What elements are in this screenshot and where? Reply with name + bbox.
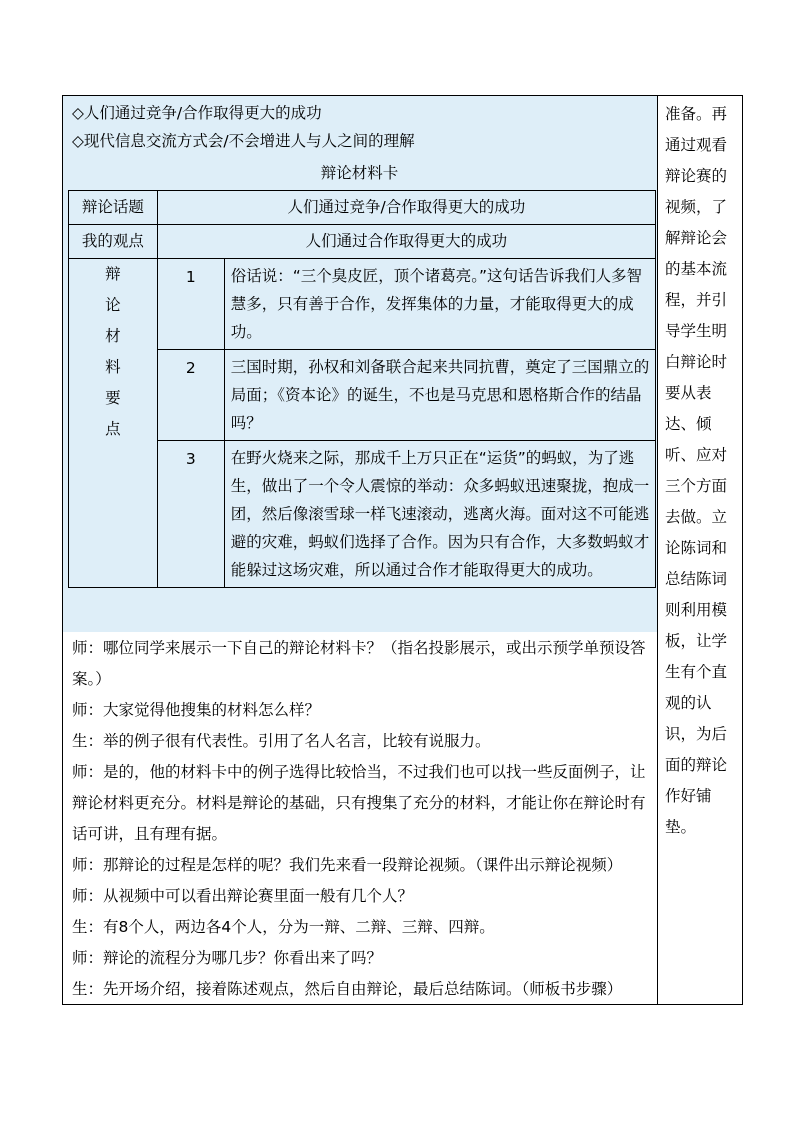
design-note-line: 辩论赛的: [665, 167, 728, 185]
design-note-line: 板，让学: [665, 632, 728, 650]
design-note-line: 去做。立: [665, 508, 728, 526]
design-note-line: 白辩论时: [665, 353, 728, 371]
design-note-line: 准备。再: [665, 105, 728, 123]
dialog-line: 师：那辩论的过程是怎样的呢？我们先来看一段辩论视频。（课件出示辩论视频）: [72, 856, 623, 874]
point-number: 2: [157, 350, 224, 441]
design-note-line: 面的辩论: [665, 756, 728, 774]
design-note-line: 视频，了: [665, 198, 728, 216]
topic-value: 人们通过竞争/合作取得更大的成功: [157, 191, 655, 225]
design-note-line: 总结陈词: [665, 570, 728, 588]
table-row: [69, 350, 656, 441]
topic-option: ◇人们通过竞争/合作取得更大的成功: [72, 104, 322, 122]
dialog-line: 师：辩论的流程分为哪几步？你看出来了吗？: [72, 949, 383, 967]
design-note-line: 达、倾: [665, 415, 712, 433]
point-text: 俗话说：“三个臭皮匠，顶个诸葛亮。”这句话告诉我们人多智慧多，只有善于合作，发挥集体的力量，才能取得更大的成功。: [224, 259, 655, 350]
point-number: 3: [157, 441, 224, 588]
lesson-page: [62, 95, 743, 1005]
points-label-char: 点: [105, 420, 121, 438]
design-notes-column: [658, 95, 743, 843]
main-column: [62, 95, 657, 998]
points-label-char: 论: [105, 296, 121, 314]
design-note-line: 作好铺: [665, 787, 712, 805]
design-note-line: 垫。: [665, 818, 697, 836]
point-text: 在野火烧来之际，那成千上万只正在“运货”的蚂蚁，为了逃生，做出了一个令人震惊的举动：众多蚂蚁迅速聚拢，抱成一团，然后像滚雪球一样飞速滚动，逃离火海。面对这不可能逃避的灾难，蚂蚁们选择了合作。因为只有合作，大多数蚂蚁才能躲过这场灾难，所以通过合作才能取得更大的成功。: [224, 441, 655, 588]
dialog-line: 师：是的，他的材料卡中的例子选得比较恰当，不过我们也可以找一些反面例子，让辩论材料更充分。材料是辩论的基础，只有搜集了充分的材料，才能让你在辩论时有话可讲，且有理有据。: [72, 763, 646, 843]
table-row: [69, 191, 656, 225]
design-note-line: 要从表: [665, 384, 712, 402]
design-note-line: 观的认: [665, 694, 712, 712]
point-number: 1: [157, 259, 224, 350]
card-title: 辩论材料卡: [320, 164, 399, 182]
design-note-line: 则利用模: [665, 601, 728, 619]
classroom-dialog: [72, 633, 652, 1005]
design-note-line: 通过观看: [665, 136, 728, 154]
design-note-line: 解辩论会: [665, 229, 728, 247]
design-note-line: 三个方面: [665, 477, 728, 495]
table-row: [69, 259, 656, 350]
dialog-line: 师：哪位同学来展示一下自己的辩论材料卡？（指名投影展示，或出示预学单预设答案。）: [72, 639, 646, 688]
points-label-char: 材: [105, 327, 121, 345]
debate-material-card: [68, 190, 656, 588]
point-text: 三国时期，孙权和刘备联合起来共同抗曹，奠定了三国鼎立的局面；《资本论》的诞生，不也是马克思和恩格斯合作的结晶吗？: [224, 350, 655, 441]
points-label-char: 料: [105, 358, 121, 376]
dialog-line: 生：先开场介绍，接着陈述观点，然后自由辩论，最后总结陈词。（师板书步骤）: [72, 980, 623, 998]
view-value: 人们通过合作取得更大的成功: [157, 225, 655, 259]
design-notes: [658, 95, 743, 843]
topic-label: 辩论话题: [69, 191, 158, 225]
design-note-line: 的基本流: [665, 260, 728, 278]
points-label-char: 辩: [105, 265, 121, 283]
dialog-line: 生：有8个人，两边各4个人，分为一辩、二辩、三辩、四辩。: [72, 918, 495, 936]
table-row: [69, 225, 656, 259]
table-row: [69, 441, 656, 588]
design-note-line: 识，为后: [665, 725, 728, 743]
dialog-line: 师：从视频中可以看出辩论赛里面一般有几个人？: [72, 887, 414, 905]
dialog-line: 师：大家觉得他搜集的材料怎么样？: [72, 701, 321, 719]
topic-option: ◇现代信息交流方式会/不会增进人与人之间的理解: [72, 132, 415, 150]
points-label: [69, 259, 158, 588]
design-note-line: 生有个直: [665, 663, 728, 681]
topic-options: [62, 95, 657, 155]
design-note-line: 程，并引: [665, 291, 728, 309]
view-label: 我的观点: [69, 225, 158, 259]
dialog-line: 生：举的例子很有代表性。引用了名人名言，比较有说服力。: [72, 732, 491, 750]
points-label-char: 要: [105, 389, 121, 407]
design-note-line: 论陈词和: [665, 539, 728, 557]
design-note-line: 听、应对: [665, 446, 728, 464]
design-note-line: 导学生明: [665, 322, 728, 340]
